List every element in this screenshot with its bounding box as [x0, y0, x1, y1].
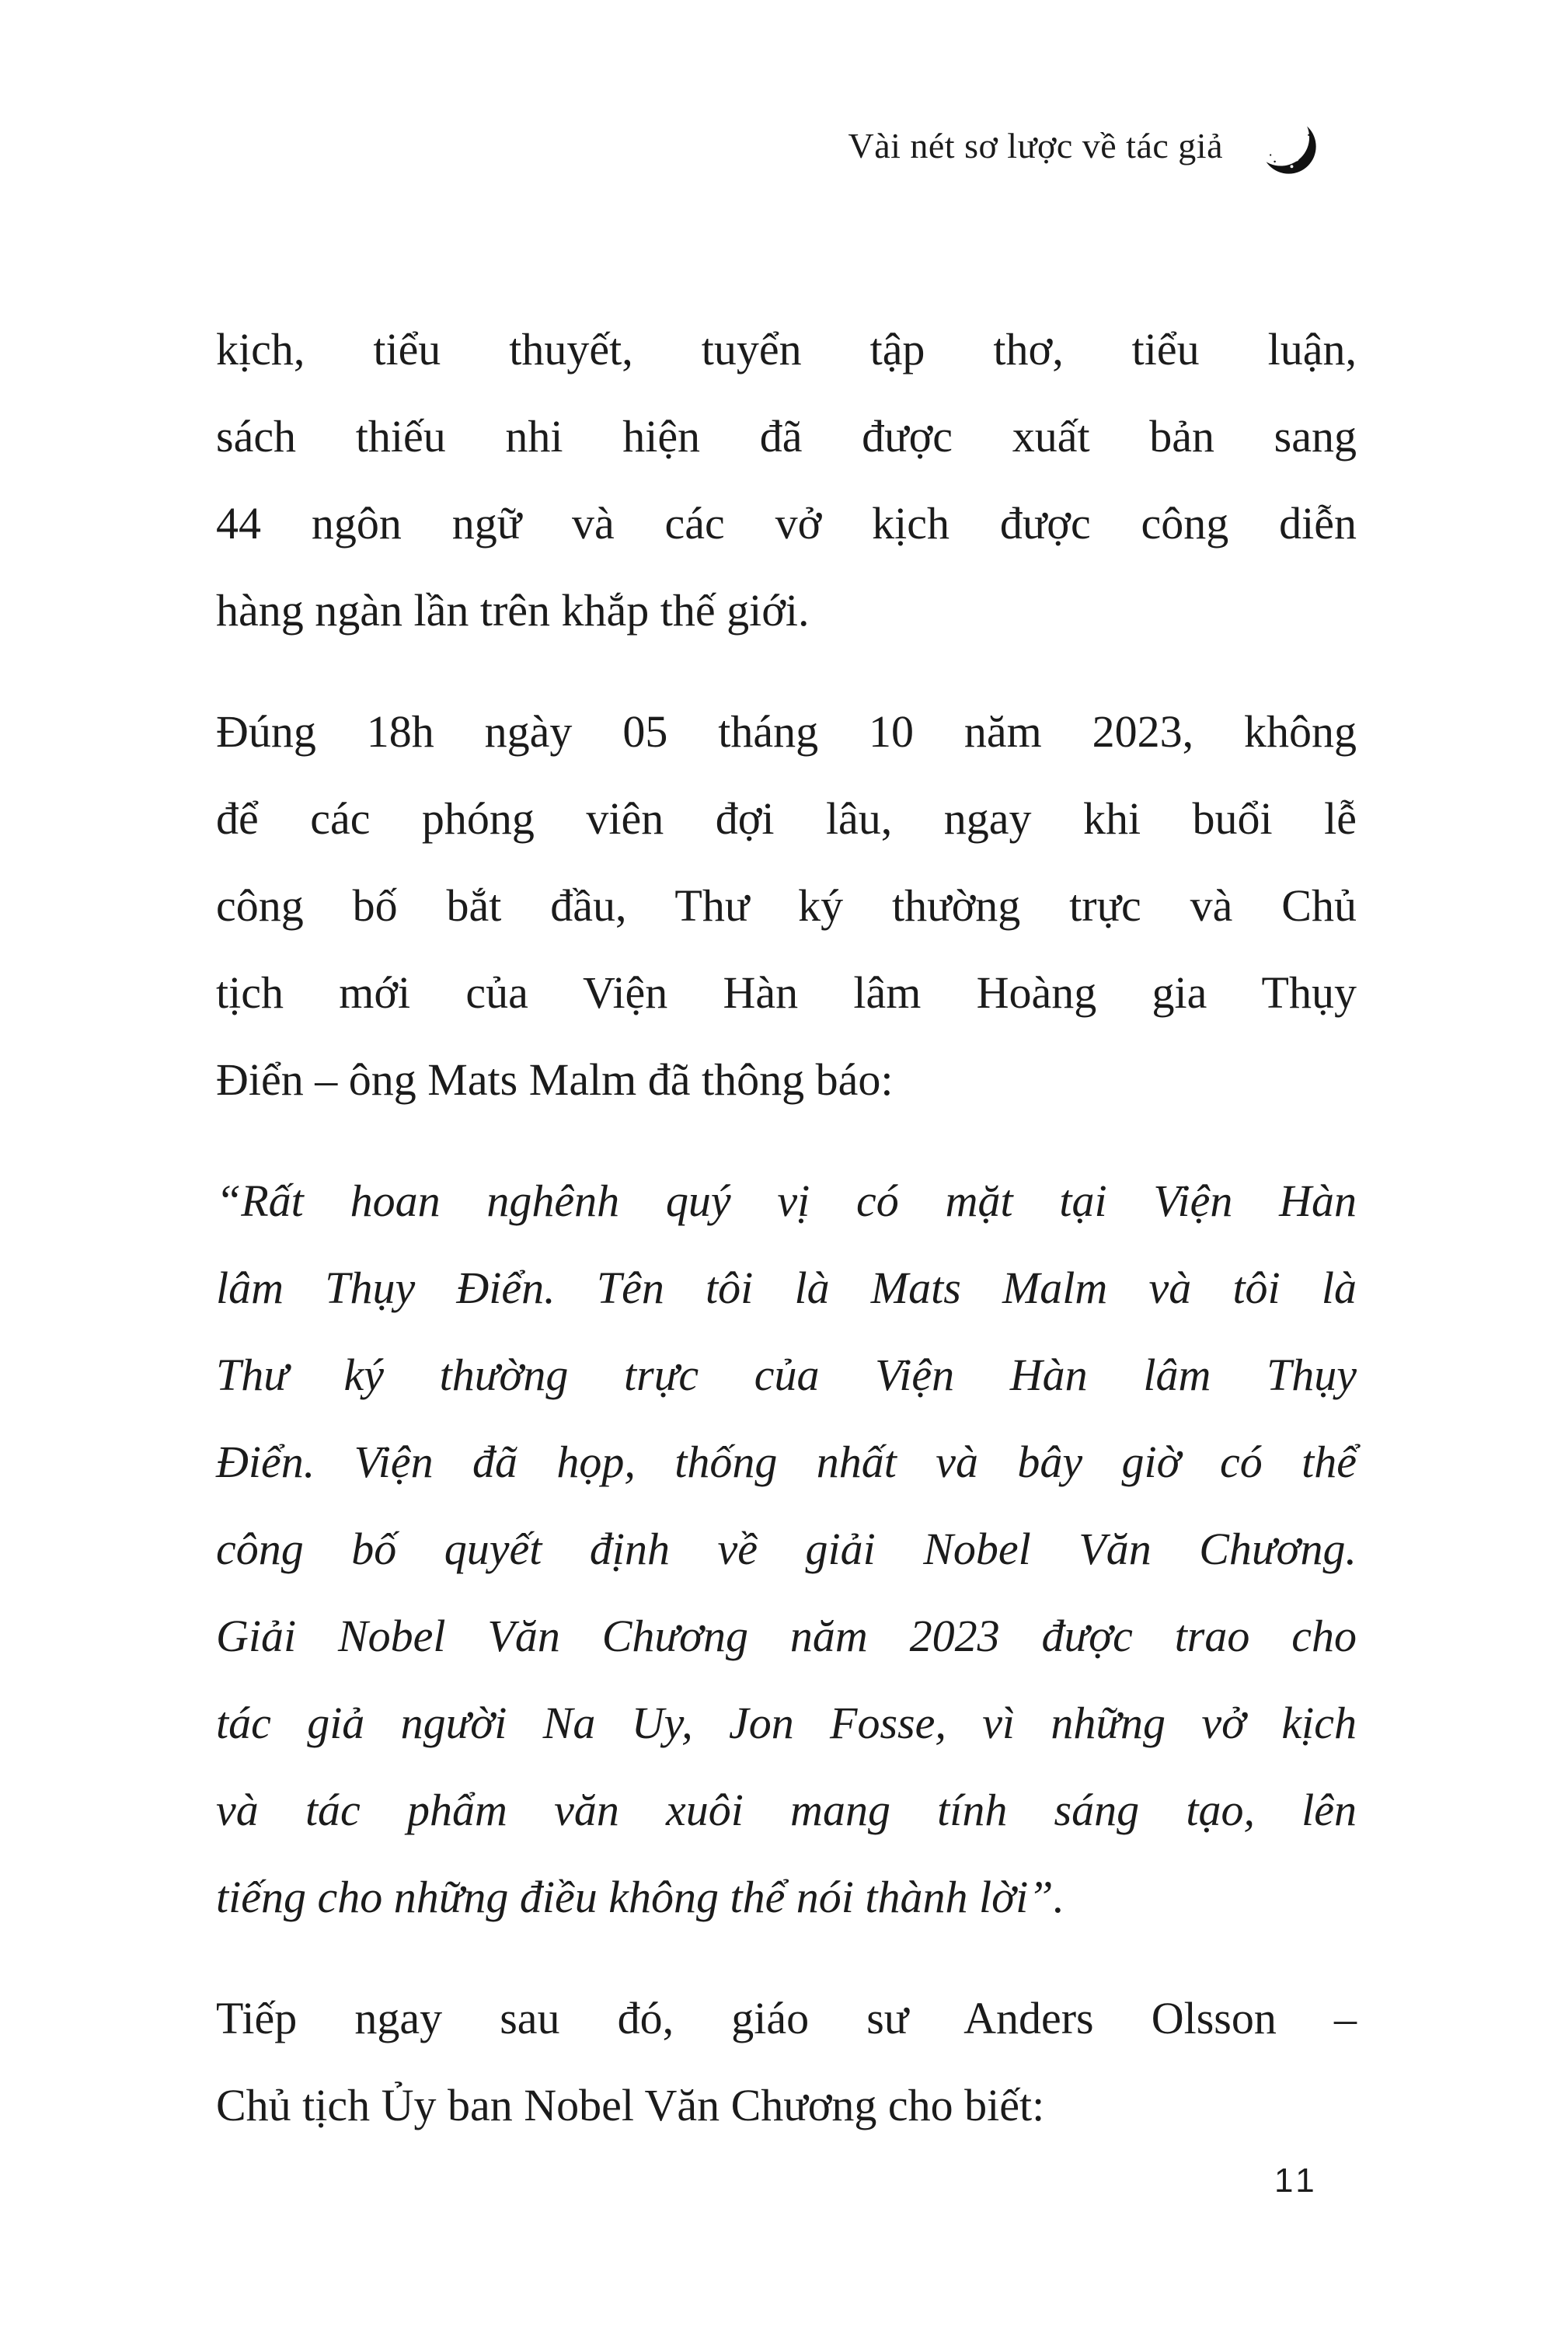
text-line: lâm Thụy Điển. Tên tôi là Mats Malm và tôi là — [216, 1263, 1357, 1313]
text-line: sách thiếu nhi hiện đã được xuất bản sang — [216, 411, 1357, 462]
header-title: Vài nét sơ lược về tác giả — [848, 125, 1223, 165]
text-line: và tác phẩm văn xuôi mang tính sáng tạo, lên — [216, 1785, 1357, 1835]
running-header — [848, 115, 1318, 176]
text-line: tịch mới của Viện Hàn lâm Hoàng gia Thụy — [216, 967, 1357, 1018]
text-line: công bố bắt đầu, Thư ký thường trực và Chủ — [216, 880, 1357, 931]
text-line: Chủ tịch Ủy ban Nobel Văn Chương cho biết: — [216, 2080, 1045, 2130]
page-number: 11 — [1274, 2162, 1319, 2200]
body-text — [216, 306, 1357, 2183]
text-line: hàng ngàn lần trên khắp thế giới. — [216, 585, 810, 636]
text-line: 44 ngôn ngữ và các vở kịch được công diễn — [216, 498, 1357, 549]
text-line: Tiếp ngay sau đó, giáo sư Anders Olsson – — [216, 1993, 1357, 2043]
text-line: Thư ký thường trực của Viện Hàn lâm Thụy — [216, 1350, 1357, 1400]
text-line: kịch, tiểu thuyết, tuyển tập thơ, tiểu luận, — [216, 324, 1357, 374]
paragraph — [216, 1158, 1357, 1941]
text-line: công bố quyết định về giải Nobel Văn Chương. — [216, 1524, 1357, 1574]
paragraph — [216, 688, 1357, 1123]
text-line: tiếng cho những điều không thể nói thành lời”. — [216, 1872, 1064, 1922]
text-line: Đúng 18h ngày 05 tháng 10 năm 2023, không — [216, 706, 1357, 757]
text-line: “Rất hoan nghênh quý vị có mặt tại Viện Hàn — [216, 1176, 1357, 1226]
text-line: Điển – ông Mats Malm đã thông báo: — [216, 1054, 894, 1105]
paragraph — [216, 1975, 1357, 2149]
text-line: để các phóng viên đợi lâu, ngay khi buổi lễ — [216, 793, 1357, 844]
paragraph — [216, 306, 1357, 654]
text-line: Giải Nobel Văn Chương năm 2023 được trao cho — [216, 1611, 1357, 1661]
moon-icon — [1257, 115, 1318, 176]
text-line: Điển. Viện đã họp, thống nhất và bây giờ có thể — [216, 1437, 1357, 1487]
text-line: tác giả người Na Uy, Jon Fosse, vì những vở kịch — [216, 1698, 1357, 1748]
